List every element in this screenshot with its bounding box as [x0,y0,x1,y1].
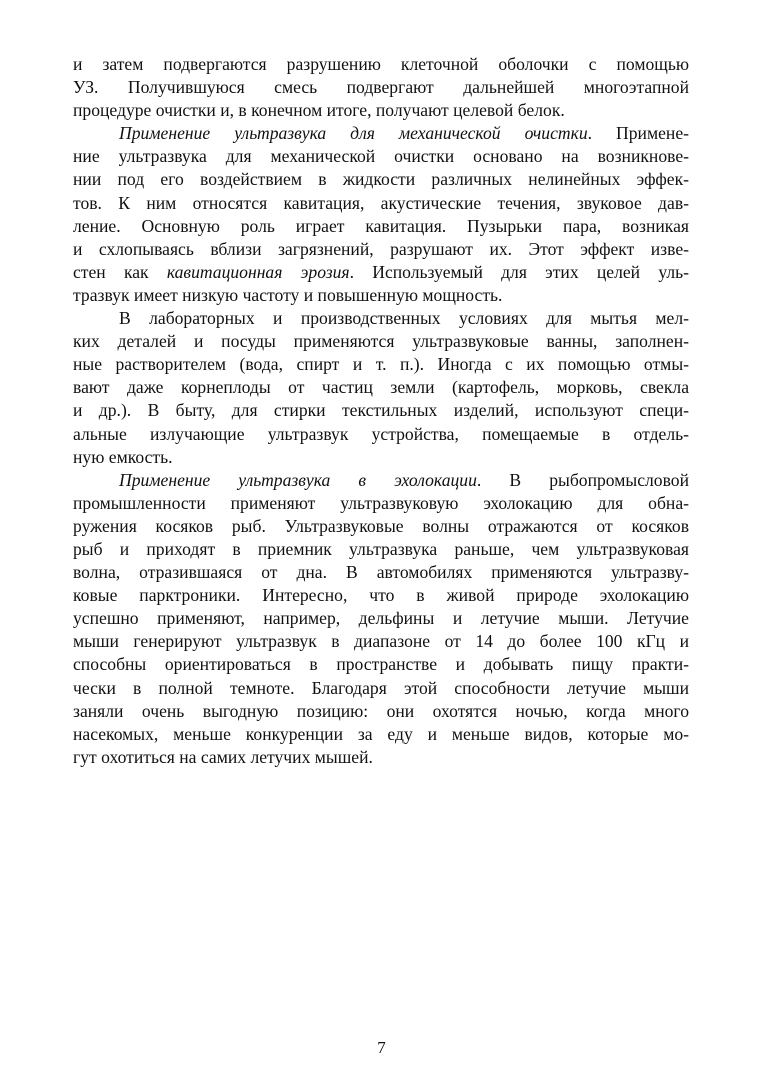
text-line: успешно применяют, например, дельфины и летучие мыши. Летучие [73,608,689,629]
text-line: тов. К ним относятся кавитация, акустические течения, звуковое дав- [73,192,689,213]
text-line: процедуре очистки и, в конечном итоге, получают целевой белок. [73,100,565,121]
text-line: насекомых, меньше конкуренции за еду и меньше видов, которые мо- [73,723,689,744]
text-line: промышленности применяют ультразвуковую эхолокацию для обна- [73,492,689,513]
text-line: альные излучающие ультразвук устройства, помещаемые в отдель- [73,423,689,444]
text-line: ление. Основную роль играет кавитация. Пузырьки пара, возникая [73,215,689,236]
text-line: чески в полной темноте. Благодаря этой способности летучие мыши [73,677,689,698]
text-line: Применение ультразвука в эхолокации. В рыбопромысловой [119,469,689,490]
document-body [73,53,689,769]
text-line: стен как кавитационная эрозия. Используемый для этих целей уль- [73,261,690,282]
paragraph-echolocation [73,469,689,769]
text-line: нии под его воздействием в жидкости различных нелинейных эффек- [73,169,689,190]
text-line: ную емкость. [73,446,173,467]
page-number: 7 [377,1038,386,1057]
text-line: В лабораторных и производственных условиях для мытья мел- [119,308,689,329]
text-line: мыши генерируют ультразвук в диапазоне от 14 до более 100 кГц и [73,631,689,652]
text-line: волна, отразившаяся от дна. В автомобилях применяются ультразву- [73,562,689,583]
text-line: рыб и приходят в приемник ультразвука раньше, чем ультразвуковая [73,538,689,559]
text-line: ких деталей и посуды применяются ультразвуковые ванны, заполнен- [73,331,689,352]
text-line: УЗ. Получившуюся смесь подвергают дальнейшей многоэтапной [73,77,689,98]
text-line: и схлопываясь вблизи загрязнений, разрушают их. Этот эффект изве- [73,238,689,259]
text-line: заняли очень выгодную позицию: они охотятся ночью, когда много [73,700,689,721]
text-line: вают даже корнеплоды от частиц земли (картофель, морковь, свекла [73,377,689,398]
paragraph-ultrasonic-baths [73,307,689,469]
section-heading-italic: Применение ультразвука для механической очистки [119,123,588,144]
text-line: и затем подвергаются разрушению клеточной оболочки с помощью [73,54,689,74]
text-line: ные растворителем (вода, спирт и т. п.). Иногда с их помощью отмы- [73,354,689,375]
text-line: способны ориентироваться в пространстве и добывать пищу практи- [73,654,689,675]
text-line: ковые парктроники. Интересно, что в живой природе эхолокацию [73,585,689,606]
text-line: ние ультразвука для механической очистки основано на возникнове- [73,146,689,167]
text-line: и др.). В быту, для стирки текстильных изделий, используют специ- [73,400,689,421]
section-heading-italic: Применение ультразвука в эхолокации [119,469,477,490]
text-line: тразвук имеет низкую частоту и повышенную мощность. [73,284,503,305]
italic-term: кавитационная эрозия [166,261,350,282]
paragraph-ultrasound-cleaning [73,122,689,307]
text-line: Применение ультразвука для механической очистки. Примене- [119,123,689,144]
text-line: ружения косяков рыб. Ультразвуковые волны отражаются от косяков [73,515,689,536]
text-line: гут охотиться на самих летучих мышей. [73,746,373,767]
paragraph [73,53,689,122]
